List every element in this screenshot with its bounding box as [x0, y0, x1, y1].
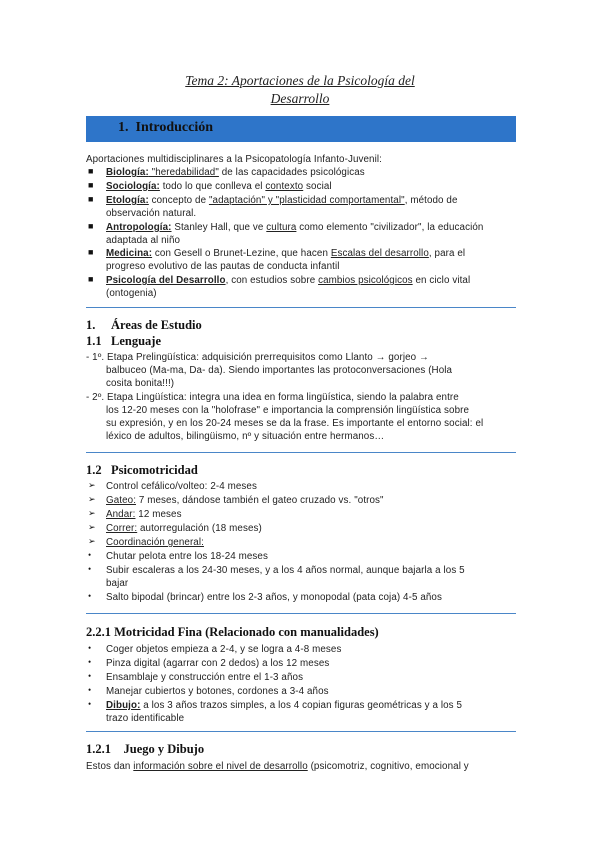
psico-item-escaleras: Subir escaleras a los 24-30 meses, y a los 4 años normal, aunque bajarla a los 5	[106, 565, 465, 576]
bullet-marker: ■	[88, 166, 94, 176]
lenguaje-line-1: - 1º. Etapa Prelingüística: adquisición prerrequisitos como Llanto → gorjeo →	[86, 352, 429, 363]
psico-item-control: Control cefálico/volteo: 2-4 meses	[106, 481, 257, 492]
dot-marker: •	[88, 564, 92, 574]
intro-heading: 1. Introducción	[118, 120, 214, 135]
psico-item-salto: Salto bipodal (brincar) entre los 2-3 años, y monopodal (pata coja) 4-5 años	[106, 592, 442, 603]
intro-item-psicologia: Psicología del Desarrollo, con estudios sobre cambios psicológicos en ciclo vital	[106, 275, 471, 286]
bullet-marker: ■	[88, 274, 94, 284]
dot-marker: •	[88, 657, 92, 667]
psico-item-escaleras-cont: bajar	[106, 578, 129, 589]
lenguaje-line-7: léxico de adultos, bilingüismo, nº y situación entre hermanos…	[106, 431, 385, 442]
intro-item-biologia: Biología: "heredabilidad" de las capacidades psicológicas	[106, 167, 365, 178]
psico-item-chutar: Chutar pelota entre los 18-24 meses	[106, 551, 268, 562]
intro-item-antropologia-cont: adaptada al niño	[106, 235, 181, 246]
section-separator	[86, 452, 516, 453]
areas-heading: 1. Áreas de Estudio	[86, 318, 202, 332]
psicomotricidad-heading: 1.2 Psicomotricidad	[86, 463, 198, 477]
fina-item-pinza: Pinza digital (agarrar con 2 dedos) a los 12 meses	[106, 658, 330, 669]
lenguaje-heading: 1.1 Lenguaje	[86, 334, 161, 348]
document-title-line2: Desarrollo	[270, 91, 330, 106]
fina-item-dibujo-cont: trazo identificable	[106, 713, 185, 724]
arrow-marker: ➢	[88, 480, 96, 490]
section-separator	[86, 731, 516, 732]
psico-item-andar: Andar: 12 meses	[106, 509, 182, 520]
intro-heading-bar	[86, 116, 516, 142]
dot-marker: •	[88, 699, 92, 709]
dot-marker: •	[88, 550, 92, 560]
intro-item-sociologia: Sociología: todo lo que conlleva el contexto social	[106, 181, 332, 192]
dot-marker: •	[88, 685, 92, 695]
arrow-marker: ➢	[88, 536, 96, 546]
dot-marker: •	[88, 591, 92, 601]
document-title-line1: Tema 2: Aportaciones de la Psicología del	[185, 73, 415, 88]
bullet-marker: ■	[88, 247, 94, 257]
intro-item-etologia: Etología: concepto de "adaptación" y "plasticidad comportamental", método de	[106, 195, 458, 206]
dot-marker: •	[88, 643, 92, 653]
arrow-marker: ➢	[88, 522, 96, 532]
arrow-marker: ➢	[88, 494, 96, 504]
section-separator	[86, 613, 516, 614]
motricidad-fina-heading: 2.2.1 Motricidad Fina (Relacionado con manualidades)	[86, 625, 379, 639]
lenguaje-line-4: - 2º. Etapa Lingüística: integra una idea en forma lingüística, siendo la palabra entre	[86, 392, 459, 403]
bullet-marker: ■	[88, 221, 94, 231]
bullet-marker: ■	[88, 180, 94, 190]
intro-item-etologia-cont: observación natural.	[106, 208, 197, 219]
intro-item-medicina-cont: progreso evolutivo de las pautas de conducta infantil	[106, 261, 340, 272]
psico-item-coordinacion: Coordinación general:	[106, 537, 204, 548]
lenguaje-line-2: balbuceo (Ma-ma, Da- da). Siendo importantes las protoconversaciones (Hola	[106, 365, 453, 376]
fina-item-ensamblaje: Ensamblaje y construcción entre el 1-3 años	[106, 672, 304, 683]
intro-item-antropologia: Antropología: Stanley Hall, que ve cultura como elemento "civilizador", la educación	[106, 222, 484, 233]
psico-item-correr: Correr: autorregulación (18 meses)	[106, 523, 262, 534]
lenguaje-line-3: cosita bonita!!!)	[106, 378, 175, 389]
intro-item-medicina: Medicina: con Gesell o Brunet-Lezine, que hacen Escalas del desarrollo, para el	[106, 248, 466, 259]
intro-item-psicologia-cont: (ontogenia)	[106, 288, 157, 299]
juego-dibujo-text: Estos dan información sobre el nivel de desarrollo (psicomotriz, cognitivo, emocional y	[86, 761, 469, 772]
arrow-marker: ➢	[88, 508, 96, 518]
fina-item-cubiertos: Manejar cubiertos y botones, cordones a 3-4 años	[106, 686, 329, 697]
bullet-marker: ■	[88, 194, 94, 204]
dot-marker: •	[88, 671, 92, 681]
fina-item-coger: Coger objetos empieza a 2-4, y se logra a 4-8 meses	[106, 644, 342, 655]
intro-lead: Aportaciones multidisciplinares a la Psicopatología Infanto-Juvenil:	[86, 154, 382, 165]
lenguaje-line-6: su expresión, y en los 20-24 meses se da la frase. Es importante el entorno social: el	[106, 418, 484, 429]
lenguaje-line-5: los 12-20 meses con la "holofrase" e importancia la comprensión lingüística sobre	[106, 405, 470, 416]
psico-item-gateo: Gateo: 7 meses, dándose también el gateo cruzado vs. "otros"	[106, 495, 384, 506]
section-separator	[86, 307, 516, 308]
juego-dibujo-heading: 1.2.1 Juego y Dibujo	[86, 742, 205, 756]
fina-item-dibujo: Dibujo: a los 3 años trazos simples, a los 4 copian figuras geométricas y a los 5	[106, 700, 463, 711]
